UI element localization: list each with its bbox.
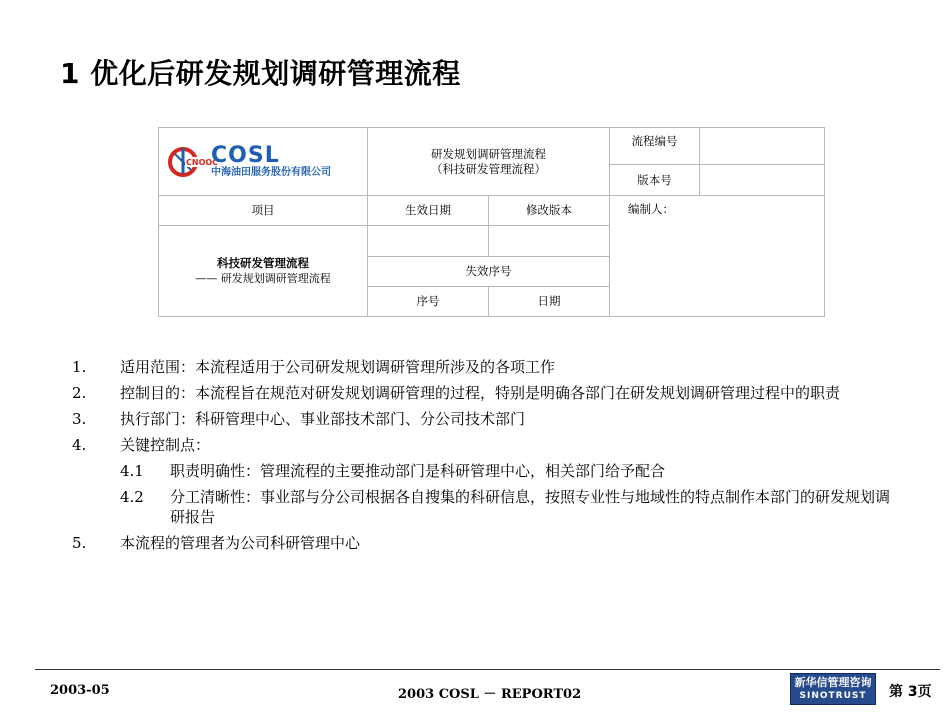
sub-item-number: 4.1 <box>120 462 144 480</box>
effective-date-value <box>368 226 489 257</box>
list-item-number: 2. <box>72 384 87 402</box>
list-item <box>72 357 892 377</box>
date-label: 日期 <box>489 287 610 317</box>
footer-report: 2003 COSL － REPORT02 <box>398 687 582 702</box>
cosl-logo-icon <box>165 144 219 180</box>
consultant-name-en: SINOTRUST <box>799 691 867 701</box>
seq-label: 序号 <box>368 287 489 317</box>
compiler-label: 编制人： <box>628 202 674 216</box>
list-item <box>72 409 892 429</box>
list-item-number: 4. <box>72 436 87 454</box>
version-number-label: 版本号 <box>610 165 700 196</box>
logo-cell <box>159 128 368 196</box>
compiler-cell <box>610 196 825 317</box>
sub-list-item <box>72 487 892 527</box>
effective-date-label: 生效日期 <box>368 196 489 226</box>
expiry-seq-label: 失效序号 <box>368 257 610 287</box>
item-label: 项目 <box>159 196 368 226</box>
consultant-logo <box>790 673 876 705</box>
revised-version-label: 修改版本 <box>489 196 610 226</box>
process-form-table <box>158 127 825 317</box>
sub-list-item <box>72 461 892 481</box>
item-title: 科技研发管理流程 <box>217 256 309 270</box>
svg-text:CNOOC: CNOOC <box>186 157 219 167</box>
item-value-cell <box>159 226 368 317</box>
flow-number-value <box>700 128 825 165</box>
list-item <box>72 533 892 553</box>
consultant-name-cn: 新华信管理咨询 <box>794 676 872 689</box>
list-item-text: 本流程的管理者为公司科研管理中心 <box>120 534 361 552</box>
flow-number-label: 流程编号 <box>610 128 700 165</box>
logo-brand: COSL <box>211 142 280 168</box>
item-subtitle: —— 研发规划调研管理流程 <box>195 272 331 285</box>
logo-company: 中海油田服务股份有限公司 <box>211 166 331 178</box>
version-number-value <box>700 165 825 196</box>
process-name-alt: （科技研发管理流程） <box>431 161 546 176</box>
process-name: 研发规划调研管理流程 <box>431 146 546 161</box>
page-number: 第 3页 <box>889 684 932 700</box>
sub-item-number: 4.2 <box>120 488 144 506</box>
list-item-number: 3. <box>72 410 87 428</box>
list-item-text: 适用范围：本流程适用于公司研发规划调研管理所涉及的各项工作 <box>120 358 556 376</box>
page-title: 1 优化后研发规划调研管理流程 <box>60 57 461 90</box>
list-item-text: 控制目的：本流程旨在规范对研发规划调研管理的过程，特别是明确各部门在研发规划调研管理过程中的职责 <box>120 384 841 402</box>
list-item-number: 5. <box>72 534 87 552</box>
list-item <box>72 435 892 455</box>
list-item-text: 执行部门：科研管理中心、事业部技术部门、分公司技术部门 <box>120 410 526 428</box>
process-name-cell <box>368 128 610 196</box>
list-item-number: 1. <box>72 358 87 376</box>
revised-version-value <box>489 226 610 257</box>
footer-date: 2003-05 <box>50 683 110 698</box>
footer-divider <box>35 669 940 670</box>
list-item <box>72 383 892 403</box>
sub-item-text: 职责明确性：管理流程的主要推动部门是科研管理中心，相关部门给予配合 <box>170 462 666 480</box>
list-item-text: 关键控制点： <box>120 436 211 454</box>
sub-item-text: 分工清晰性：事业部与分公司根据各自搜集的科研信息，按照专业性与地域性的特点制作本部门的研发规划调研报告 <box>170 488 891 526</box>
content-list <box>72 357 892 559</box>
